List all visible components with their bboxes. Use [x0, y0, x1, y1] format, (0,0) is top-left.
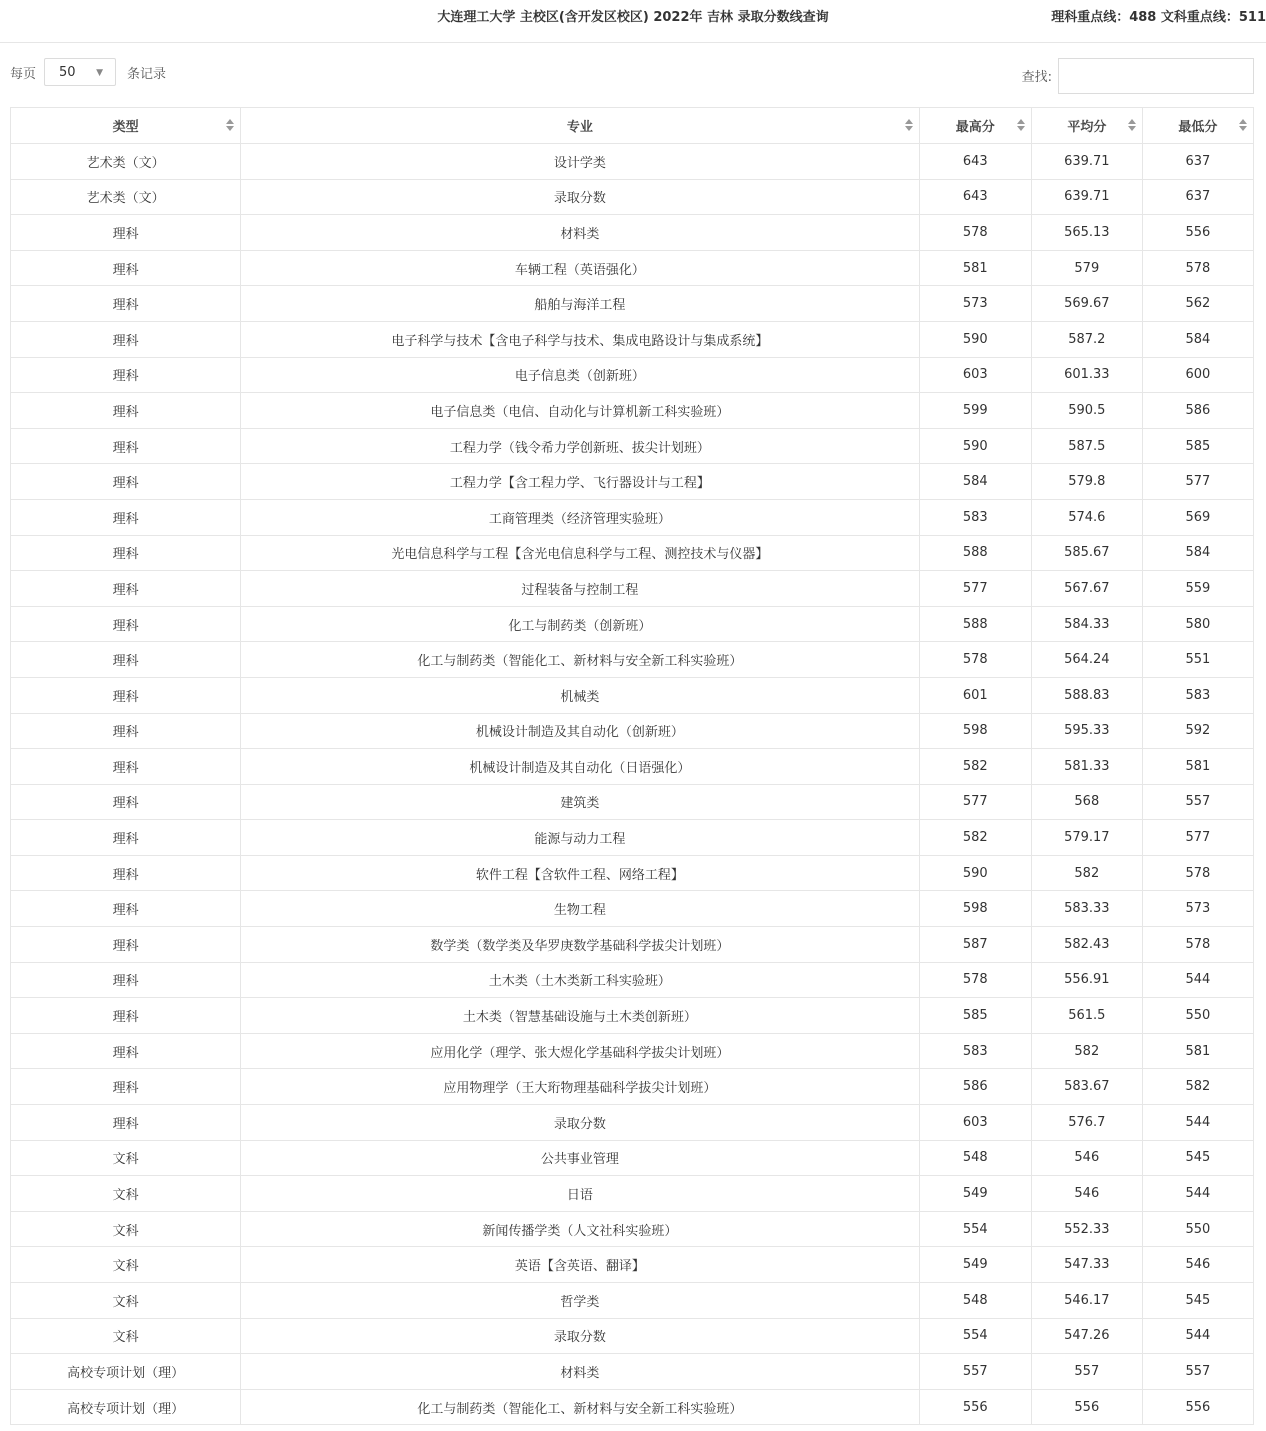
cell-avg-score: 601.33: [1031, 357, 1142, 393]
cell-major: 设计学类: [241, 144, 920, 180]
cell-avg-score: 565.13: [1031, 215, 1142, 251]
table-row: [11, 677, 1254, 713]
cell-avg-score: 583.33: [1031, 891, 1142, 927]
cell-max-score: 598: [919, 891, 1031, 927]
cell-avg-score: 639.71: [1031, 179, 1142, 215]
table-row: [11, 179, 1254, 215]
cell-type: 理科: [11, 962, 241, 998]
cell-type: 理科: [11, 1105, 241, 1141]
table-row: [11, 357, 1254, 393]
cell-type: 理科: [11, 428, 241, 464]
table-row: [11, 286, 1254, 322]
cell-min-score: 550: [1142, 998, 1253, 1034]
cell-avg-score: 587.2: [1031, 321, 1142, 357]
cell-avg-score: 584.33: [1031, 606, 1142, 642]
cell-avg-score: 556.91: [1031, 962, 1142, 998]
cell-major: 材料类: [241, 215, 920, 251]
cell-avg-score: 579.8: [1031, 464, 1142, 500]
cell-major: 电子信息类（创新班）: [241, 357, 920, 393]
cell-major: 车辆工程（英语强化）: [241, 250, 920, 286]
cell-type: 高校专项计划（理）: [11, 1389, 241, 1425]
column-header-label: 最低分: [1178, 120, 1218, 135]
cell-major: 电子信息类（电信、自动化与计算机新工科实验班）: [241, 393, 920, 429]
cell-major: 工程力学【含工程力学、飞行器设计与工程】: [241, 464, 920, 500]
cell-min-score: 544: [1142, 1176, 1253, 1212]
sort-icon: [905, 118, 913, 132]
table-row: [11, 749, 1254, 785]
table-header-row: [11, 108, 1254, 144]
cell-type: 理科: [11, 393, 241, 429]
cell-major: 光电信息科学与工程【含光电信息科学与工程、测控技术与仪器】: [241, 535, 920, 571]
table-row: [11, 891, 1254, 927]
cell-major: 生物工程: [241, 891, 920, 927]
cell-type: 文科: [11, 1318, 241, 1354]
cell-major: 过程装备与控制工程: [241, 571, 920, 607]
page-header: [0, 0, 1266, 43]
table-row: [11, 535, 1254, 571]
cell-type: 理科: [11, 749, 241, 785]
cell-type: 理科: [11, 642, 241, 678]
cell-max-score: 590: [919, 428, 1031, 464]
cell-min-score: 592: [1142, 713, 1253, 749]
cell-min-score: 600: [1142, 357, 1253, 393]
cell-avg-score: 568: [1031, 784, 1142, 820]
cell-major: 录取分数: [241, 1318, 920, 1354]
cell-avg-score: 582.43: [1031, 927, 1142, 963]
cell-major: 化工与制药类（智能化工、新材料与安全新工科实验班）: [241, 642, 920, 678]
cell-min-score: 577: [1142, 464, 1253, 500]
cell-max-score: 587: [919, 927, 1031, 963]
cell-max-score: 599: [919, 393, 1031, 429]
cell-major: 软件工程【含软件工程、网络工程】: [241, 855, 920, 891]
cell-major: 建筑类: [241, 784, 920, 820]
table-row: [11, 464, 1254, 500]
table-controls: [10, 58, 1254, 94]
column-header-min[interactable]: [1142, 108, 1253, 144]
cell-min-score: 556: [1142, 215, 1253, 251]
cell-major: 土木类（土木类新工科实验班）: [241, 962, 920, 998]
cell-type: 理科: [11, 250, 241, 286]
cell-max-score: 603: [919, 1105, 1031, 1141]
cell-max-score: 590: [919, 321, 1031, 357]
cell-min-score: 544: [1142, 962, 1253, 998]
cell-type: 理科: [11, 855, 241, 891]
cell-avg-score: 590.5: [1031, 393, 1142, 429]
cell-major: 公共事业管理: [241, 1140, 920, 1176]
cell-major: 机械类: [241, 677, 920, 713]
cell-type: 理科: [11, 1033, 241, 1069]
table-row: [11, 1211, 1254, 1247]
cell-avg-score: 569.67: [1031, 286, 1142, 322]
table-row: [11, 998, 1254, 1034]
cell-min-score: 544: [1142, 1105, 1253, 1141]
sort-icon: [1239, 118, 1247, 132]
table-row: [11, 1354, 1254, 1390]
column-header-label: 类型: [112, 120, 139, 135]
cell-major: 英语【含英语、翻译】: [241, 1247, 920, 1283]
table-body: [11, 144, 1254, 1425]
cell-type: 理科: [11, 891, 241, 927]
cell-min-score: 581: [1142, 749, 1253, 785]
cell-major: 应用物理学（王大珩物理基础科学拔尖计划班）: [241, 1069, 920, 1105]
cell-max-score: 549: [919, 1247, 1031, 1283]
cell-type: 理科: [11, 677, 241, 713]
cell-major: 工程力学（钱令希力学创新班、拔尖计划班）: [241, 428, 920, 464]
cell-avg-score: 561.5: [1031, 998, 1142, 1034]
table-row: [11, 1247, 1254, 1283]
per-page-suffix-label: 条记录: [127, 67, 167, 82]
cell-max-score: 598: [919, 713, 1031, 749]
cell-avg-score: 546.17: [1031, 1283, 1142, 1319]
cell-max-score: 582: [919, 820, 1031, 856]
cell-avg-score: 639.71: [1031, 144, 1142, 180]
cell-max-score: 554: [919, 1211, 1031, 1247]
cell-max-score: 581: [919, 250, 1031, 286]
cell-max-score: 582: [919, 749, 1031, 785]
cell-min-score: 583: [1142, 677, 1253, 713]
cell-min-score: 584: [1142, 321, 1253, 357]
cell-type: 文科: [11, 1140, 241, 1176]
cell-avg-score: 547.33: [1031, 1247, 1142, 1283]
cell-type: 理科: [11, 357, 241, 393]
cell-avg-score: 595.33: [1031, 713, 1142, 749]
table-row: [11, 1389, 1254, 1425]
cell-avg-score: 574.6: [1031, 499, 1142, 535]
cell-min-score: 585: [1142, 428, 1253, 464]
cell-major: 化工与制药类（创新班）: [241, 606, 920, 642]
column-header-label: 最高分: [955, 120, 995, 135]
cell-min-score: 584: [1142, 535, 1253, 571]
sort-icon: [1017, 118, 1025, 132]
cell-min-score: 578: [1142, 927, 1253, 963]
cell-min-score: 578: [1142, 250, 1253, 286]
key-score-lines: 理科重点线：488 文科重点线：511: [1051, 10, 1266, 25]
column-header-max[interactable]: [919, 108, 1031, 144]
cell-max-score: 643: [919, 144, 1031, 180]
table-row: [11, 250, 1254, 286]
cell-max-score: 603: [919, 357, 1031, 393]
table-row: [11, 571, 1254, 607]
table-row: [11, 962, 1254, 998]
cell-major: 电子科学与技术【含电子科学与技术、集成电路设计与集成系统】: [241, 321, 920, 357]
cell-avg-score: 582: [1031, 1033, 1142, 1069]
cell-major: 机械设计制造及其自动化（日语强化）: [241, 749, 920, 785]
cell-type: 高校专项计划（理）: [11, 1354, 241, 1390]
table-row: [11, 606, 1254, 642]
cell-min-score: 557: [1142, 1354, 1253, 1390]
cell-type: 文科: [11, 1211, 241, 1247]
column-header-major[interactable]: [241, 108, 920, 144]
page-title: 大连理工大学 主校区(含开发区校区) 2022年 吉林 录取分数线查询: [437, 10, 829, 25]
cell-type: 艺术类（文）: [11, 179, 241, 215]
cell-min-score: 562: [1142, 286, 1253, 322]
cell-min-score: 581: [1142, 1033, 1253, 1069]
cell-max-score: 588: [919, 606, 1031, 642]
cell-max-score: 578: [919, 642, 1031, 678]
per-page-prefix-label: 每页: [10, 67, 37, 82]
cell-major: 船舶与海洋工程: [241, 286, 920, 322]
chevron-down-icon: ▼: [96, 68, 103, 78]
cell-min-score: 573: [1142, 891, 1253, 927]
column-header-type[interactable]: [11, 108, 241, 144]
cell-avg-score: 556: [1031, 1389, 1142, 1425]
cell-avg-score: 567.67: [1031, 571, 1142, 607]
cell-type: 文科: [11, 1176, 241, 1212]
cell-type: 文科: [11, 1283, 241, 1319]
table-row: [11, 215, 1254, 251]
search-label: 查找:: [1021, 70, 1052, 85]
cell-max-score: 585: [919, 998, 1031, 1034]
cell-major: 应用化学（理学、张大煜化学基础科学拔尖计划班）: [241, 1033, 920, 1069]
cell-avg-score: 579: [1031, 250, 1142, 286]
table-row: [11, 820, 1254, 856]
sort-icon: [1128, 118, 1136, 132]
table-row: [11, 428, 1254, 464]
cell-type: 理科: [11, 464, 241, 500]
cell-type: 理科: [11, 713, 241, 749]
cell-min-score: 569: [1142, 499, 1253, 535]
cell-max-score: 586: [919, 1069, 1031, 1105]
cell-max-score: 583: [919, 1033, 1031, 1069]
cell-min-score: 544: [1142, 1318, 1253, 1354]
cell-major: 新闻传播学类（人文社科实验班）: [241, 1211, 920, 1247]
cell-min-score: 545: [1142, 1283, 1253, 1319]
cell-type: 理科: [11, 606, 241, 642]
table-row: [11, 855, 1254, 891]
table-row: [11, 1283, 1254, 1319]
cell-type: 理科: [11, 820, 241, 856]
cell-avg-score: 546: [1031, 1176, 1142, 1212]
cell-max-score: 557: [919, 1354, 1031, 1390]
column-header-label: 平均分: [1067, 120, 1107, 135]
cell-type: 理科: [11, 215, 241, 251]
table-row: [11, 1105, 1254, 1141]
cell-avg-score: 547.26: [1031, 1318, 1142, 1354]
search-input[interactable]: [1058, 58, 1254, 94]
cell-type: 理科: [11, 535, 241, 571]
cell-major: 录取分数: [241, 1105, 920, 1141]
cell-avg-score: 552.33: [1031, 1211, 1142, 1247]
cell-avg-score: 564.24: [1031, 642, 1142, 678]
cell-avg-score: 587.5: [1031, 428, 1142, 464]
cell-max-score: 601: [919, 677, 1031, 713]
cell-min-score: 546: [1142, 1247, 1253, 1283]
cell-major: 数学类（数学类及华罗庚数学基础科学拔尖计划班）: [241, 927, 920, 963]
cell-avg-score: 585.67: [1031, 535, 1142, 571]
table-row: [11, 1033, 1254, 1069]
table-row: [11, 927, 1254, 963]
cell-major: 哲学类: [241, 1283, 920, 1319]
cell-min-score: 637: [1142, 144, 1253, 180]
table-row: [11, 1318, 1254, 1354]
cell-max-score: 583: [919, 499, 1031, 535]
cell-major: 材料类: [241, 1354, 920, 1390]
cell-max-score: 584: [919, 464, 1031, 500]
cell-type: 理科: [11, 1069, 241, 1105]
column-header-label: 专业: [566, 120, 593, 135]
cell-min-score: 637: [1142, 179, 1253, 215]
cell-max-score: 556: [919, 1389, 1031, 1425]
cell-min-score: 578: [1142, 855, 1253, 891]
table-row: [11, 1176, 1254, 1212]
cell-max-score: 573: [919, 286, 1031, 322]
cell-max-score: 577: [919, 784, 1031, 820]
cell-type: 艺术类（文）: [11, 144, 241, 180]
cell-min-score: 586: [1142, 393, 1253, 429]
cell-min-score: 545: [1142, 1140, 1253, 1176]
column-header-avg[interactable]: [1031, 108, 1142, 144]
table-row: [11, 784, 1254, 820]
cell-type: 文科: [11, 1247, 241, 1283]
cell-type: 理科: [11, 321, 241, 357]
cell-min-score: 580: [1142, 606, 1253, 642]
cell-avg-score: 588.83: [1031, 677, 1142, 713]
per-page-select[interactable]: [44, 58, 116, 86]
cell-avg-score: 581.33: [1031, 749, 1142, 785]
cell-avg-score: 576.7: [1031, 1105, 1142, 1141]
cell-major: 土木类（智慧基础设施与土木类创新班）: [241, 998, 920, 1034]
table-row: [11, 499, 1254, 535]
table-row: [11, 144, 1254, 180]
table-row: [11, 393, 1254, 429]
table-row: [11, 321, 1254, 357]
cell-max-score: 554: [919, 1318, 1031, 1354]
table-row: [11, 642, 1254, 678]
cell-major: 化工与制药类（智能化工、新材料与安全新工科实验班）: [241, 1389, 920, 1425]
cell-major: 机械设计制造及其自动化（创新班）: [241, 713, 920, 749]
cell-avg-score: 546: [1031, 1140, 1142, 1176]
cell-min-score: 577: [1142, 820, 1253, 856]
cell-type: 理科: [11, 571, 241, 607]
cell-avg-score: 582: [1031, 855, 1142, 891]
cell-min-score: 559: [1142, 571, 1253, 607]
scores-table: [10, 107, 1254, 1425]
cell-max-score: 548: [919, 1283, 1031, 1319]
cell-min-score: 550: [1142, 1211, 1253, 1247]
cell-max-score: 548: [919, 1140, 1031, 1176]
cell-type: 理科: [11, 499, 241, 535]
cell-type: 理科: [11, 998, 241, 1034]
table-row: [11, 1140, 1254, 1176]
cell-avg-score: 583.67: [1031, 1069, 1142, 1105]
cell-min-score: 557: [1142, 784, 1253, 820]
cell-max-score: 643: [919, 179, 1031, 215]
cell-type: 理科: [11, 784, 241, 820]
cell-max-score: 590: [919, 855, 1031, 891]
cell-max-score: 577: [919, 571, 1031, 607]
cell-major: 能源与动力工程: [241, 820, 920, 856]
table-row: [11, 713, 1254, 749]
per-page-value: 50: [59, 65, 76, 80]
cell-major: 工商管理类（经济管理实验班）: [241, 499, 920, 535]
cell-min-score: 556: [1142, 1389, 1253, 1425]
sort-icon: [226, 118, 234, 132]
cell-major: 录取分数: [241, 179, 920, 215]
cell-max-score: 549: [919, 1176, 1031, 1212]
cell-major: 日语: [241, 1176, 920, 1212]
cell-avg-score: 557: [1031, 1354, 1142, 1390]
cell-max-score: 588: [919, 535, 1031, 571]
cell-avg-score: 579.17: [1031, 820, 1142, 856]
cell-min-score: 582: [1142, 1069, 1253, 1105]
cell-max-score: 578: [919, 962, 1031, 998]
cell-max-score: 578: [919, 215, 1031, 251]
cell-min-score: 551: [1142, 642, 1253, 678]
table-row: [11, 1069, 1254, 1105]
cell-type: 理科: [11, 286, 241, 322]
cell-type: 理科: [11, 927, 241, 963]
